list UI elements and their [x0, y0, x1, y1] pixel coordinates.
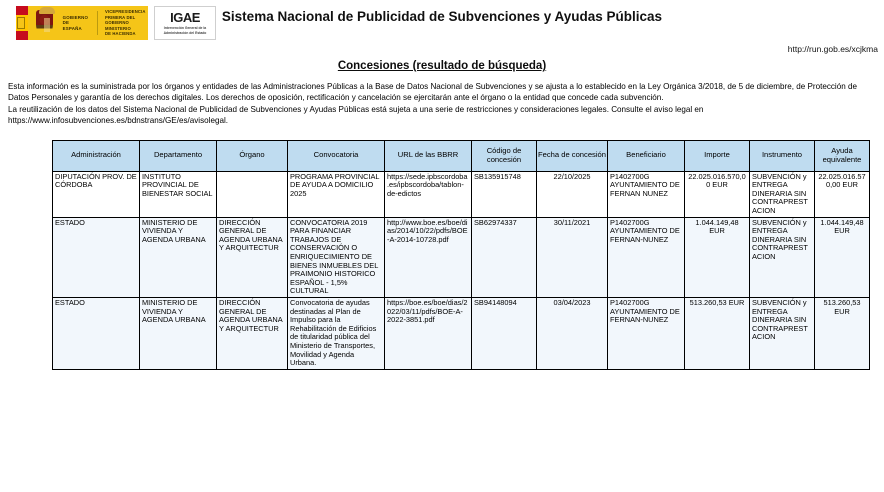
cell-codigo-concesion: SB94148094	[472, 297, 537, 369]
column-header-codigo-concesion[interactable]: Código de concesión	[472, 140, 537, 171]
cell-convocatoria: PROGRAMA PROVINCIAL DE AYUDA A DOMICILIO 2025	[288, 171, 385, 217]
cell-beneficiario: P1402700G AYUNTAMIENTO DE FERNAN-NUNEZ	[608, 297, 685, 369]
grants-results-table	[52, 140, 870, 370]
cell-fecha-concesion: 03/04/2023	[537, 297, 608, 369]
cell-ayuda-equivalente: 22.025.016.570,00 EUR	[815, 171, 870, 217]
cell-administracion: DIPUTACIÓN PROV. DE CÓRDOBA	[53, 171, 140, 217]
table-body	[53, 171, 870, 369]
cell-ayuda-equivalente: 1.044.149,48 EUR	[815, 217, 870, 297]
cell-convocatoria: CONVOCATORIA 2019 PARA FINANCIAR TRABAJOS DE CONSERVACIÓN O ENRIQUECIMIENTO DE BIENES INMUEBLES DEL PRAIMONIO HISTORICO ESPAÑOL - 1,5% CULTURAL	[288, 217, 385, 297]
column-header-beneficiario[interactable]: Beneficiario	[608, 140, 685, 171]
column-header-ayuda-equivalente[interactable]: Ayuda equivalente	[815, 140, 870, 171]
application-title: Sistema Nacional de Publicidad de Subvenciones y Ayudas Públicas	[221, 9, 663, 24]
short-url-link[interactable]: http://run.gob.es/xcjkma	[787, 44, 878, 54]
cell-ayuda-equivalente: 513.260,53 EUR	[815, 297, 870, 369]
igae-subtitle-line-2: Administración del Estado	[163, 30, 207, 35]
table-row[interactable]	[53, 297, 870, 369]
cell-url-bbrr[interactable]: https://sede.ipbscordoba.es/ipbscordoba/tablon-de-edictos	[385, 171, 472, 217]
cell-organo: DIRECCIÓN GENERAL DE AGENDA URBANA Y ARQUITECTUR	[217, 217, 288, 297]
igae-mark-text: IGAE	[170, 10, 200, 26]
column-header-url-bbrr[interactable]: URL de las BBRR	[385, 140, 472, 171]
ministry-line-4: DE HACIENDA	[104, 31, 136, 37]
cell-administracion: ESTADO	[53, 297, 140, 369]
cell-codigo-concesion: SB135915748	[472, 171, 537, 217]
cell-beneficiario: P1402700G AYUNTAMIENTO DE FERNAN NUNEZ	[608, 171, 685, 217]
table-row[interactable]	[53, 217, 870, 297]
cell-administracion: ESTADO	[53, 217, 140, 297]
ministry-line-1: VICEPRESIDENCIA	[104, 9, 146, 15]
column-header-instrumento[interactable]: Instrumento	[750, 140, 815, 171]
igae-subtitle	[164, 26, 207, 34]
cell-departamento: MINISTERIO DE VIVIENDA Y AGENDA URBANA	[140, 217, 217, 297]
ministry-line-2: PRIMERA DEL GOBIERNO	[104, 14, 136, 26]
cell-instrumento: SUBVENCIÓN y ENTREGA DINERARIA SIN CONTRAPRESTACION	[750, 217, 815, 297]
cell-importe: 513.260,53 EUR	[685, 297, 750, 369]
gob-line-2: DE ESPAÑA	[62, 20, 82, 31]
legal-paragraph-1: Esta información es la suministrada por los órganos y entidades de las Administraciones Públicas a la Base de Datos Nacional de Subvenciones y se ajusta a lo establecido en la Ley Orgánica 3/2018, de 5 de diciembre, de Protección de Datos Personales y garantía de los derechos digitales. Los derechos de oposición, rectificación y cancelación se ejercitarán ante el órgano o la entidad que concede cada subvención.	[8, 82, 857, 103]
cell-instrumento: SUBVENCIÓN y ENTREGA DINERARIA SIN CONTRAPRESTACION	[750, 171, 815, 217]
cell-instrumento: SUBVENCIÓN y ENTREGA DINERARIA SIN CONTRAPRESTACION	[750, 297, 815, 369]
cell-organo: DIRECCIÓN GENERAL DE AGENDA URBANA Y ARQUITECTUR	[217, 297, 288, 369]
column-header-organo[interactable]: Órgano	[217, 140, 288, 171]
cell-fecha-concesion: 22/10/2025	[537, 171, 608, 217]
table-row[interactable]	[53, 171, 870, 217]
column-header-convocatoria[interactable]: Convocatoria	[288, 140, 385, 171]
legal-notice	[8, 81, 876, 127]
column-header-administracion[interactable]: Administración	[53, 140, 140, 171]
column-header-departamento[interactable]: Departamento	[140, 140, 217, 171]
cell-url-bbrr[interactable]: http://www.boe.es/boe/dias/2014/10/22/pdfs/BOE-A-2014-10728.pdf	[385, 217, 472, 297]
table-header	[53, 140, 870, 171]
cell-codigo-concesion: SB62974337	[472, 217, 537, 297]
table-header-row	[53, 140, 870, 171]
cell-departamento: INSTITUTO PROVINCIAL DE BIENESTAR SOCIAL	[140, 171, 217, 217]
ministry-line-3: MINISTERIO	[104, 25, 131, 31]
legal-paragraph-2: La reutilización de los datos del Sistema Nacional de Publicidad de Subvenciones y Ayudas Públicas está sujeta a una serie de restricciones y consideraciones legales. Consulte el aviso legal en https://www.infosubvenciones.es/bdnstrans/GE/es/avisolegal.	[8, 104, 704, 126]
cell-fecha-concesion: 30/11/2021	[537, 217, 608, 297]
column-header-fecha-concesion[interactable]: Fecha de concesión	[537, 140, 608, 171]
page-title: Concesiones (resultado de búsqueda)	[337, 60, 547, 72]
cell-url-bbrr[interactable]: https://boe.es/boe/dias/2022/03/11/pdfs/BOE-A-2022-3851.pdf	[385, 297, 472, 369]
gob-line-1: GOBIERNO	[62, 14, 89, 20]
cell-departamento: MINISTERIO DE VIVIENDA Y AGENDA URBANA	[140, 297, 217, 369]
cell-convocatoria: Convocatoria de ayudas destinadas al Plan de Impulso para la Rehabilitación de Edificios de titularidad pública del Ministerio de Transportes, Movilidad y Agenda Urbana.	[288, 297, 385, 369]
cell-importe: 1.044.149,48 EUR	[685, 217, 750, 297]
results-table-container	[52, 140, 866, 370]
column-header-importe[interactable]: Importe	[685, 140, 750, 171]
cell-organo	[217, 171, 288, 217]
igae-subtitle-line-1: Intervención General de la	[163, 26, 207, 31]
cell-importe: 22.025.016.570,00 EUR	[685, 171, 750, 217]
page-header	[0, 0, 884, 54]
cell-beneficiario: P1402700G AYUNTAMIENTO DE FERNAN-NUNEZ	[608, 217, 685, 297]
